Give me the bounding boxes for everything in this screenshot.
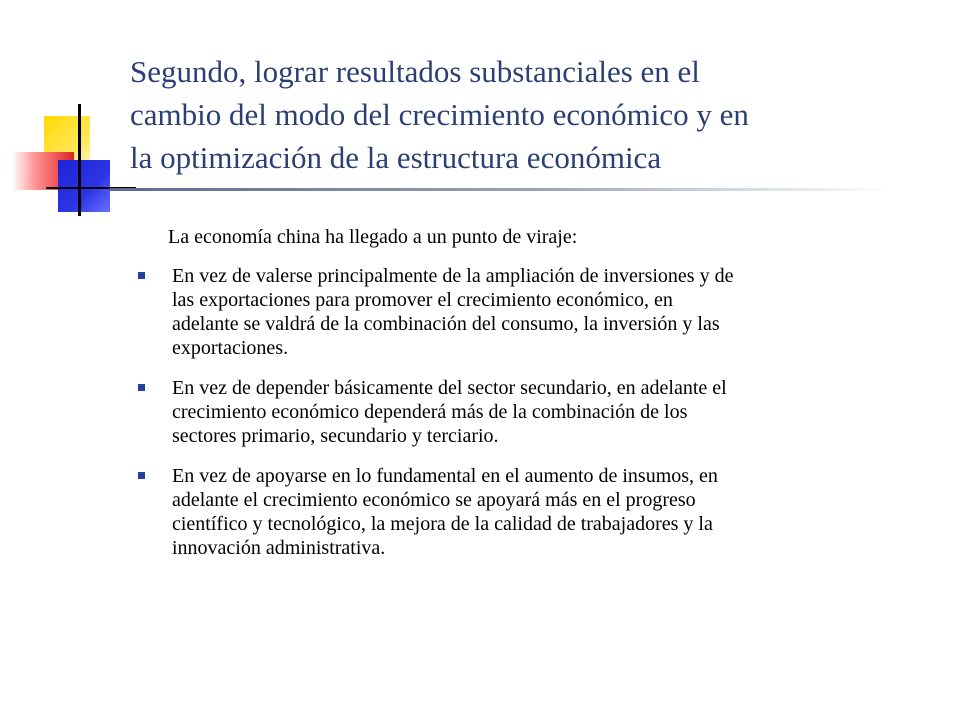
bullet-text-line: innovación administrativa.	[172, 537, 386, 559]
bullet-text-line: científico y tecnológico, la mejora de la calidad de trabajadores y la	[172, 513, 713, 535]
bullet-text-line: las exportaciones para promover el crecimiento económico, en	[172, 289, 673, 311]
bullet-item	[136, 376, 916, 448]
title-underline	[110, 188, 890, 191]
square-bullet-icon	[138, 272, 145, 279]
logo-vertical-line	[78, 104, 81, 216]
bullet-text-line: En vez de apoyarse en lo fundamental en el aumento de insumos, en	[172, 465, 718, 487]
bullet-text-line: adelante el crecimiento económico se apoyará más en el progreso	[172, 489, 696, 511]
square-bullet-icon	[138, 384, 145, 391]
title-line: cambio del modo del crecimiento económico y en	[130, 97, 749, 132]
bullet-text-line: exportaciones.	[172, 337, 289, 359]
slide-title	[130, 50, 930, 179]
title-line: Segundo, lograr resultados substanciales en el	[130, 54, 700, 89]
bullet-text-line: En vez de depender básicamente del sector secundario, en adelante el	[172, 377, 727, 399]
bullet-text-line: adelante se valdrá de la combinación del consumo, la inversión y las	[172, 313, 720, 335]
bullet-list	[136, 264, 916, 576]
corner-logo-graphic	[0, 0, 140, 220]
bullet-item	[136, 464, 916, 560]
square-bullet-icon	[138, 472, 145, 479]
logo-blue-square	[58, 160, 110, 212]
bullet-text-line: sectores primario, secundario y terciario.	[172, 425, 499, 447]
bullet-text-line: En vez de valerse principalmente de la ampliación de inversiones y de	[172, 265, 734, 287]
title-line: la optimización de la estructura económica	[130, 140, 662, 175]
bullet-text-line: crecimiento económico dependerá más de la combinación de los	[172, 401, 688, 423]
intro-text: La economía china ha llegado a un punto de viraje:	[168, 226, 578, 248]
bullet-item	[136, 264, 916, 360]
